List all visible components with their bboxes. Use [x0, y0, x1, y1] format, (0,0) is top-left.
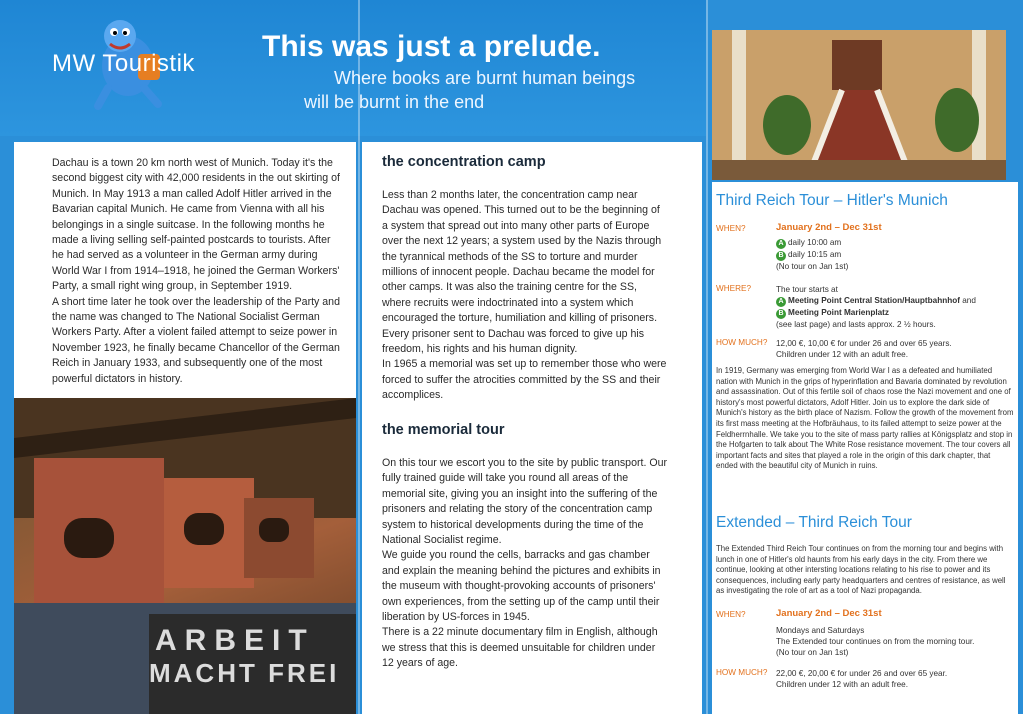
tour1-price [776, 338, 1016, 360]
tour2-days: Mondays and Saturdays [776, 626, 865, 635]
badge-a-icon: A [776, 239, 786, 249]
meeting-point-a[interactable]: Meeting Point Central Station/Hauptbahnhof [788, 296, 960, 305]
tour1-where-label: WHERE? [716, 284, 752, 293]
logo-text[interactable]: MW Touristik [52, 50, 195, 77]
tour2-no-tour: (No tour on Jan 1st) [776, 648, 849, 657]
camp-paragraph-2: Every prisoner sent to Dachau was forced to give up his freedom, his rights and his human dignity. [382, 327, 645, 356]
tours-column [712, 182, 1018, 714]
staircase-photo [712, 30, 1006, 180]
tour1-date: January 2nd – Dec 31st [776, 222, 882, 233]
tour1-price-label: HOW MUCH? [716, 338, 768, 347]
headline-subline-2: will be burnt in the end [304, 92, 485, 112]
gate-sign-line-2: MACHT FREI [149, 658, 340, 688]
camp-text [382, 188, 668, 404]
badge-b-icon: B [776, 309, 786, 319]
meeting-point-b[interactable]: Meeting Point Marienplatz [788, 308, 889, 317]
gate-sign-line-1: ARBEIT [155, 624, 315, 657]
tour1-time-a: daily 10:00 am [788, 238, 842, 247]
tour1-when [776, 222, 1016, 272]
tour2-price [776, 668, 1016, 690]
tour1-price-value: 12,00 €, 10,00 € for under 26 and over 65 years. [776, 339, 952, 348]
tour2-price-label: HOW MUCH? [716, 668, 768, 677]
fold-line-2 [706, 0, 708, 714]
intro-column [14, 142, 356, 398]
tour2-description: The Extended Third Reich Tour continues on from the morning tour and begins with lunch in one of Hitler's old haunts from his early days in the city. From there we continue, looking at other intersting locations relating to his rise to power and its consequences, including early party headquarters and centres of resistance, as well as investigating the role of art as a tool of Nazi propaganda. [716, 544, 1006, 596]
page-headline: This was just a prelude. [262, 30, 601, 63]
crematorium-photo [14, 398, 356, 714]
camp-paragraph-1: Less than 2 months later, the concentration camp near Dachau was opened. This turned out to be the beginning of a system that spread out into many other parts of Europe over the next 12 years; a system used by the Nazis through the tyrannical methods of the SS to torture and murder millions of innocent people. Dachau became the model for other camps. It was also the training centre for the SS, where recruits were indoctrinated into a system which encouraged the torture, humiliation and killing of prisoners. [382, 189, 662, 325]
memorial-text [382, 456, 668, 672]
intro-text [52, 156, 344, 387]
tour1-time-b: daily 10:15 am [788, 250, 842, 259]
camp-column [362, 142, 702, 714]
tour1-when-label: WHEN? [716, 224, 746, 233]
tour2-continues: The Extended tour continues on from the morning tour. [776, 637, 975, 646]
tour2-when-label: WHEN? [716, 610, 746, 619]
tour2-title: Extended – Third Reich Tour [716, 514, 912, 531]
tour1-price-note: Children under 12 with an adult free. [776, 350, 908, 359]
memorial-paragraph-2: We guide you round the cells, barracks and gas chamber and explain the meaning behind the pictures and exhibits in the museum with thought-provoking accounts of prisoners' own experiences, from the setting up of the camp until their liberation by US-forces in 1945. [382, 549, 661, 624]
camp-paragraph-3: In 1965 a memorial was set up to remember those who were forced to suffer the atrocities committed by the SS and their accomplices. [382, 358, 667, 402]
fold-line-1 [358, 0, 360, 714]
heading-concentration-camp: the concentration camp [382, 154, 546, 170]
memorial-paragraph-1: On this tour we escort you to the site by public transport. Our fully trained guide will take you round all areas of the memorial site, giving you an insight into the suffering of the prisoners and relating the story of the concentration camp system to historical developments during the time of the National Socialist regime. [382, 457, 667, 547]
tour1-where-note: (see last page) and lasts approx. 2 ½ hours. [776, 320, 936, 329]
tour1-where-intro: The tour starts at [776, 285, 838, 294]
tour1-where-and: and [962, 296, 976, 305]
tour2-when [776, 608, 1016, 658]
tour2-date: January 2nd – Dec 31st [776, 608, 882, 619]
heading-memorial-tour: the memorial tour [382, 422, 505, 438]
tour1-title: Third Reich Tour – Hitler's Munich [716, 192, 948, 209]
tour1-no-tour: (No tour on Jan 1st) [776, 262, 849, 271]
tour1-description: In 1919, Germany was emerging from World War I as a defeated and humiliated nation with Munich in the grips of hyperinflation and Bavaria dominated by revolution and assassination. Out of this fertile soil of chaos rose the Nazi movement and one of history's most powerful dictators, Adolf Hitler. Join us to explore the dark side of Munich's history as the birth place of Nazism. Follow the growth of the movement from its first mass meeting at the Hofbräuhaus, to its failed attempt to seize power at the Feldherrnhalle. We take you to the site of mass party rallies at Königsplatz and stop in the Hofgarten to talk about The White Rose resistance movement. The tour covers all important facts and sites that played a role in the origin of this dark chapter, that ended with the beautiful city of Munich in ruins. [716, 366, 1014, 471]
tour2-price-value: 22,00 €, 20,00 € for under 26 and over 65 year. [776, 669, 948, 678]
badge-a-icon: A [776, 297, 786, 307]
headline-subline-1: Where books are burnt human beings [334, 68, 636, 88]
badge-b-icon: B [776, 251, 786, 261]
intro-paragraph-2: A short time later he took over the leadership of the Party and the name was changed to The National Socialist German Workers Party. After a violent failed attempt to seize power in November 1923, he finally became Chancellor of the German Reich in January 1933, and subsequently one of the most powerful dictators in history. [52, 295, 340, 385]
memorial-paragraph-3: There is a 22 minute documentary film in English, although we stress that this is deemed unsuitable for children under 12 years of age. [382, 626, 658, 670]
intro-paragraph-1: Dachau is a town 20 km north west of Munich. Today it's the second biggest city with 42,000 residents in the out skirting of Munich. In May 1913 a man called Adolf Hitler arrived in the Bavarian capital Munich. He came from Vienna with all his belongings in a single suitcase. In the following months he made a living selling self-painted postcards to tourists. After he had served as a volunteer in the German army during World War I from 1914–1918, he joined the German Workers' Party, a small right wing group, in September 1919. [52, 157, 340, 293]
tour1-where [776, 284, 1016, 330]
tour2-price-note: Children under 12 with an adult free. [776, 680, 908, 689]
